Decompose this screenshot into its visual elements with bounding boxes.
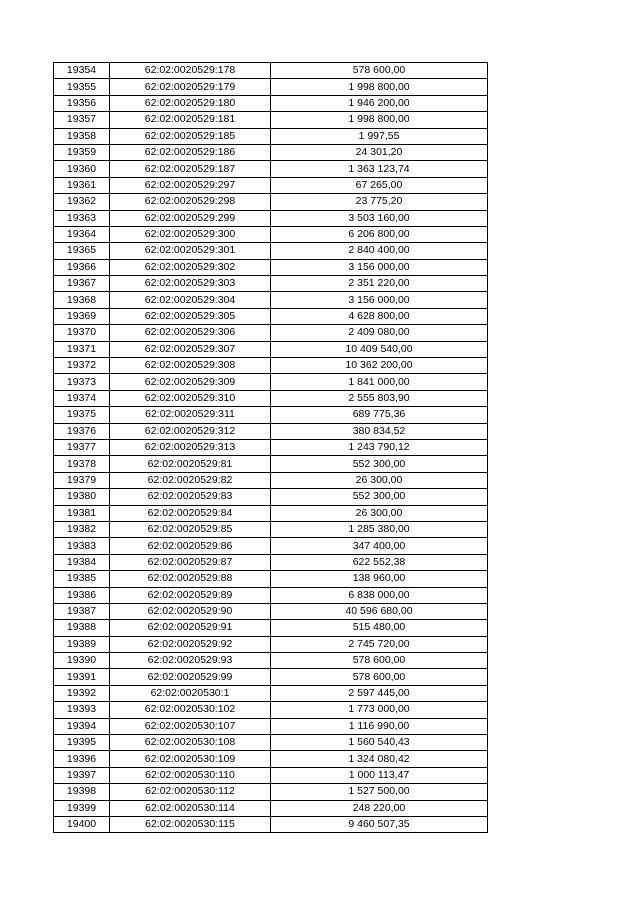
cadastral-number-cell: 62:02:0020530:102	[110, 702, 271, 718]
cadastral-number-cell: 62:02:0020529:311	[110, 407, 271, 423]
row-number-cell: 19399	[54, 800, 110, 816]
cadastral-value-cell: 6 838 000,00	[271, 587, 488, 603]
cadastral-number-cell: 62:02:0020529:301	[110, 243, 271, 259]
cadastral-value-table	[53, 62, 488, 833]
row-number-cell: 19397	[54, 767, 110, 783]
cadastral-value-cell: 24 301,20	[271, 144, 488, 160]
cadastral-number-cell: 62:02:0020529:300	[110, 226, 271, 242]
table-row	[54, 735, 488, 751]
table-row	[54, 226, 488, 242]
cadastral-number-cell: 62:02:0020530:107	[110, 718, 271, 734]
row-number-cell: 19369	[54, 308, 110, 324]
row-number-cell: 19382	[54, 521, 110, 537]
row-number-cell: 19359	[54, 144, 110, 160]
cadastral-value-cell: 1 363 123,74	[271, 161, 488, 177]
row-number-cell: 19394	[54, 718, 110, 734]
cadastral-value-cell: 1 773 000,00	[271, 702, 488, 718]
table-row	[54, 95, 488, 111]
table-row	[54, 144, 488, 160]
cadastral-number-cell: 62:02:0020529:307	[110, 341, 271, 357]
cadastral-number-cell: 62:02:0020529:81	[110, 456, 271, 472]
table-row	[54, 571, 488, 587]
cadastral-number-cell: 62:02:0020529:180	[110, 95, 271, 111]
cadastral-number-cell: 62:02:0020529:298	[110, 194, 271, 210]
cadastral-number-cell: 62:02:0020529:304	[110, 292, 271, 308]
row-number-cell: 19379	[54, 472, 110, 488]
cadastral-number-cell: 62:02:0020529:93	[110, 653, 271, 669]
cadastral-number-cell: 62:02:0020529:302	[110, 259, 271, 275]
row-number-cell: 19395	[54, 735, 110, 751]
cadastral-number-cell: 62:02:0020529:99	[110, 669, 271, 685]
cadastral-value-cell: 1 946 200,00	[271, 95, 488, 111]
table-row	[54, 259, 488, 275]
row-number-cell: 19362	[54, 194, 110, 210]
cadastral-value-cell: 1 560 540,43	[271, 735, 488, 751]
cadastral-number-cell: 62:02:0020529:181	[110, 112, 271, 128]
cadastral-value-cell: 1 243 790,12	[271, 439, 488, 455]
table-row	[54, 489, 488, 505]
row-number-cell: 19389	[54, 636, 110, 652]
row-number-cell: 19383	[54, 538, 110, 554]
table-row	[54, 161, 488, 177]
row-number-cell: 19392	[54, 685, 110, 701]
cadastral-value-cell: 3 156 000,00	[271, 259, 488, 275]
cadastral-value-cell: 1 997,55	[271, 128, 488, 144]
cadastral-value-cell: 40 596 680,00	[271, 603, 488, 619]
cadastral-number-cell: 62:02:0020529:308	[110, 358, 271, 374]
cadastral-number-cell: 62:02:0020530:112	[110, 784, 271, 800]
row-number-cell: 19373	[54, 374, 110, 390]
cadastral-value-cell: 578 600,00	[271, 653, 488, 669]
row-number-cell: 19393	[54, 702, 110, 718]
table-row	[54, 79, 488, 95]
row-number-cell: 19370	[54, 325, 110, 341]
cadastral-value-cell: 3 503 160,00	[271, 210, 488, 226]
cadastral-value-cell: 1 285 380,00	[271, 521, 488, 537]
cadastral-value-cell: 552 300,00	[271, 489, 488, 505]
table-row	[54, 456, 488, 472]
cadastral-number-cell: 62:02:0020529:86	[110, 538, 271, 554]
table-row	[54, 538, 488, 554]
cadastral-value-cell: 10 362 200,00	[271, 358, 488, 374]
row-number-cell: 19390	[54, 653, 110, 669]
cadastral-value-cell: 1 998 800,00	[271, 112, 488, 128]
table-row	[54, 653, 488, 669]
table-row	[54, 177, 488, 193]
cadastral-value-cell: 622 552,38	[271, 554, 488, 570]
table-row	[54, 718, 488, 734]
cadastral-number-cell: 62:02:0020529:89	[110, 587, 271, 603]
row-number-cell: 19396	[54, 751, 110, 767]
table-row	[54, 784, 488, 800]
table-row	[54, 374, 488, 390]
row-number-cell: 19356	[54, 95, 110, 111]
table-row	[54, 423, 488, 439]
cadastral-number-cell: 62:02:0020530:110	[110, 767, 271, 783]
row-number-cell: 19374	[54, 390, 110, 406]
table-row	[54, 603, 488, 619]
cadastral-number-cell: 62:02:0020529:92	[110, 636, 271, 652]
table-row	[54, 472, 488, 488]
table-row	[54, 669, 488, 685]
cadastral-number-cell: 62:02:0020529:305	[110, 308, 271, 324]
row-number-cell: 19363	[54, 210, 110, 226]
cadastral-number-cell: 62:02:0020529:309	[110, 374, 271, 390]
table-row	[54, 63, 488, 79]
table-row	[54, 407, 488, 423]
row-number-cell: 19360	[54, 161, 110, 177]
row-number-cell: 19364	[54, 226, 110, 242]
row-number-cell: 19354	[54, 63, 110, 79]
row-number-cell: 19361	[54, 177, 110, 193]
cadastral-value-cell: 26 300,00	[271, 505, 488, 521]
cadastral-number-cell: 62:02:0020529:87	[110, 554, 271, 570]
table-row	[54, 816, 488, 832]
row-number-cell: 19372	[54, 358, 110, 374]
cadastral-value-cell: 1 841 000,00	[271, 374, 488, 390]
table-row	[54, 505, 488, 521]
table-row	[54, 620, 488, 636]
cadastral-value-cell: 23 775,20	[271, 194, 488, 210]
cadastral-value-cell: 2 840 400,00	[271, 243, 488, 259]
cadastral-number-cell: 62:02:0020530:115	[110, 816, 271, 832]
cadastral-value-cell: 347 400,00	[271, 538, 488, 554]
table-row	[54, 751, 488, 767]
row-number-cell: 19385	[54, 571, 110, 587]
row-number-cell: 19398	[54, 784, 110, 800]
table-row	[54, 292, 488, 308]
table-row	[54, 587, 488, 603]
table-row	[54, 685, 488, 701]
row-number-cell: 19386	[54, 587, 110, 603]
row-number-cell: 19376	[54, 423, 110, 439]
cadastral-number-cell: 62:02:0020529:187	[110, 161, 271, 177]
cadastral-value-cell: 9 460 507,35	[271, 816, 488, 832]
row-number-cell: 19387	[54, 603, 110, 619]
cadastral-number-cell: 62:02:0020529:303	[110, 276, 271, 292]
table-row	[54, 439, 488, 455]
row-number-cell: 19378	[54, 456, 110, 472]
cadastral-number-cell: 62:02:0020530:1	[110, 685, 271, 701]
cadastral-number-cell: 62:02:0020529:88	[110, 571, 271, 587]
cadastral-number-cell: 62:02:0020529:313	[110, 439, 271, 455]
cadastral-number-cell: 62:02:0020529:299	[110, 210, 271, 226]
row-number-cell: 19384	[54, 554, 110, 570]
cadastral-value-cell: 380 834,52	[271, 423, 488, 439]
table-row	[54, 521, 488, 537]
table-row	[54, 702, 488, 718]
row-number-cell: 19400	[54, 816, 110, 832]
cadastral-value-cell: 689 775,36	[271, 407, 488, 423]
row-number-cell: 19366	[54, 259, 110, 275]
cadastral-number-cell: 62:02:0020529:186	[110, 144, 271, 160]
table-row	[54, 554, 488, 570]
cadastral-value-cell: 552 300,00	[271, 456, 488, 472]
cadastral-number-cell: 62:02:0020529:306	[110, 325, 271, 341]
cadastral-value-cell: 1 527 500,00	[271, 784, 488, 800]
cadastral-number-cell: 62:02:0020530:109	[110, 751, 271, 767]
cadastral-value-cell: 2 745 720,00	[271, 636, 488, 652]
table-row	[54, 390, 488, 406]
cadastral-value-cell: 67 265,00	[271, 177, 488, 193]
table-row	[54, 636, 488, 652]
cadastral-number-cell: 62:02:0020529:179	[110, 79, 271, 95]
table-row	[54, 194, 488, 210]
cadastral-number-cell: 62:02:0020529:178	[110, 63, 271, 79]
cadastral-value-cell: 2 597 445,00	[271, 685, 488, 701]
cadastral-value-cell: 3 156 000,00	[271, 292, 488, 308]
cadastral-value-cell: 138 960,00	[271, 571, 488, 587]
cadastral-value-cell: 2 351 220,00	[271, 276, 488, 292]
cadastral-value-cell: 248 220,00	[271, 800, 488, 816]
row-number-cell: 19357	[54, 112, 110, 128]
row-number-cell: 19371	[54, 341, 110, 357]
cadastral-value-cell: 578 600,00	[271, 63, 488, 79]
cadastral-number-cell: 62:02:0020529:91	[110, 620, 271, 636]
table-row	[54, 358, 488, 374]
cadastral-value-cell: 1 000 113,47	[271, 767, 488, 783]
table-row	[54, 243, 488, 259]
cadastral-value-cell: 1 116 990,00	[271, 718, 488, 734]
table-row	[54, 800, 488, 816]
row-number-cell: 19388	[54, 620, 110, 636]
cadastral-value-cell: 2 409 080,00	[271, 325, 488, 341]
table-row	[54, 767, 488, 783]
table-body	[54, 63, 488, 833]
cadastral-number-cell: 62:02:0020529:90	[110, 603, 271, 619]
table-row	[54, 308, 488, 324]
cadastral-number-cell: 62:02:0020529:83	[110, 489, 271, 505]
cadastral-number-cell: 62:02:0020529:82	[110, 472, 271, 488]
cadastral-value-cell: 10 409 540,00	[271, 341, 488, 357]
row-number-cell: 19375	[54, 407, 110, 423]
cadastral-number-cell: 62:02:0020529:84	[110, 505, 271, 521]
table-row	[54, 276, 488, 292]
cadastral-value-cell: 26 300,00	[271, 472, 488, 488]
row-number-cell: 19358	[54, 128, 110, 144]
cadastral-number-cell: 62:02:0020529:185	[110, 128, 271, 144]
cadastral-value-cell: 2 555 803,90	[271, 390, 488, 406]
table-row	[54, 210, 488, 226]
cadastral-number-cell: 62:02:0020530:108	[110, 735, 271, 751]
cadastral-value-cell: 6 206 800,00	[271, 226, 488, 242]
cadastral-number-cell: 62:02:0020529:310	[110, 390, 271, 406]
table-row	[54, 341, 488, 357]
cadastral-value-cell: 578 600,00	[271, 669, 488, 685]
cadastral-value-cell: 515 480,00	[271, 620, 488, 636]
row-number-cell: 19355	[54, 79, 110, 95]
cadastral-value-cell: 1 324 080,42	[271, 751, 488, 767]
row-number-cell: 19377	[54, 439, 110, 455]
cadastral-number-cell: 62:02:0020529:312	[110, 423, 271, 439]
cadastral-number-cell: 62:02:0020529:85	[110, 521, 271, 537]
row-number-cell: 19368	[54, 292, 110, 308]
row-number-cell: 19367	[54, 276, 110, 292]
table-row	[54, 128, 488, 144]
row-number-cell: 19391	[54, 669, 110, 685]
table-row	[54, 112, 488, 128]
cadastral-number-cell: 62:02:0020530:114	[110, 800, 271, 816]
row-number-cell: 19380	[54, 489, 110, 505]
cadastral-value-cell: 1 998 800,00	[271, 79, 488, 95]
row-number-cell: 19381	[54, 505, 110, 521]
table-row	[54, 325, 488, 341]
cadastral-value-cell: 4 628 800,00	[271, 308, 488, 324]
cadastral-number-cell: 62:02:0020529:297	[110, 177, 271, 193]
row-number-cell: 19365	[54, 243, 110, 259]
